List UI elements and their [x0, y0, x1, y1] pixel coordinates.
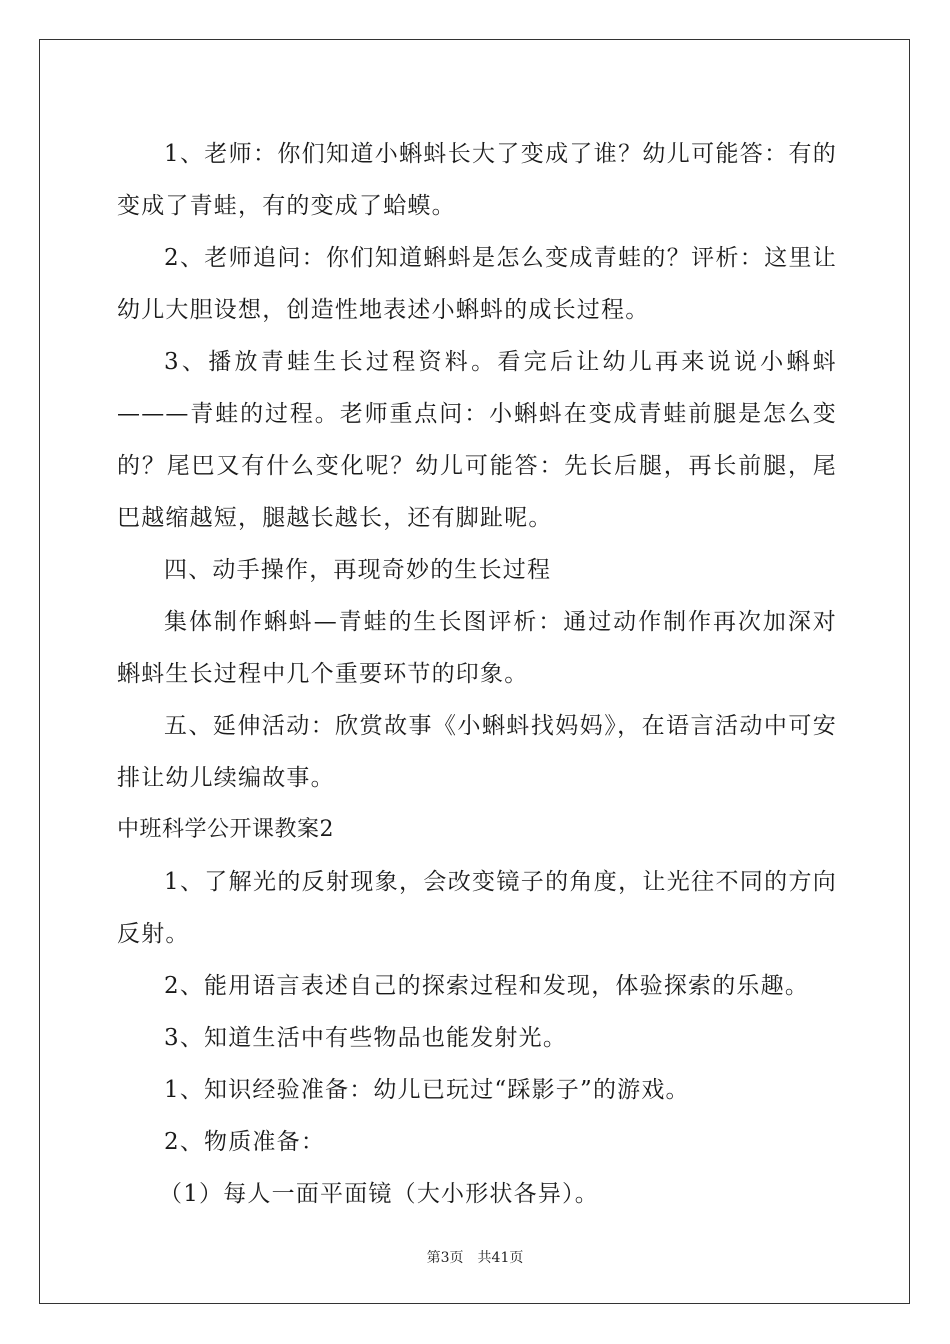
- document-body: [117, 128, 837, 1220]
- paragraph: 五、延伸活动：欣赏故事《小蝌蚪找妈妈》，在语言活动中可安排让幼儿续编故事。: [117, 713, 837, 791]
- page-footer: [0, 1247, 950, 1267]
- paragraph: 1、老师：你们知道小蝌蚪长大了变成了谁？幼儿可能答：有的变成了青蛙，有的变成了蛤蟆。: [117, 141, 837, 219]
- paragraph: 1、知识经验准备：幼儿已玩过“踩影子”的游戏。: [164, 1077, 690, 1103]
- paragraph: 3、知道生活中有些物品也能发射光。: [164, 1025, 568, 1051]
- paragraph: 3、播放青蛙生长过程资料。看完后让幼儿再来说说小蝌蚪———青蛙的过程。老师重点问：小蝌蚪在变成青蛙前腿是怎么变的？尾巴又有什么变化呢？幼儿可能答：先长后腿，再长前腿，尾巴越缩越短，腿越长越长，还有脚趾呢。: [117, 349, 837, 531]
- paragraph: 2、老师追问：你们知道蝌蚪是怎么变成青蛙的？评析：这里让幼儿大胆设想，创造性地表述小蝌蚪的成长过程。: [117, 245, 837, 323]
- paragraph: 2、能用语言表述自己的探索过程和发现，体验探索的乐趣。: [164, 973, 810, 999]
- page-total: 共41页: [477, 1250, 524, 1266]
- paragraph: （1）每人一面平面镜（大小形状各异）。: [159, 1181, 599, 1207]
- paragraph: 四、动手操作，再现奇妙的生长过程: [164, 557, 552, 583]
- paragraph: 2、物质准备：: [164, 1129, 326, 1155]
- paragraph: 1、了解光的反射现象，会改变镜子的角度，让光往不同的方向反射。: [117, 869, 837, 947]
- page-number: 第3页: [426, 1250, 464, 1266]
- paragraph: 集体制作蝌蚪—青蛙的生长图评析：通过动作制作再次加深对蝌蚪生长过程中几个重要环节的印象。: [117, 609, 837, 687]
- section-title: 中班科学公开课教案2: [117, 817, 334, 842]
